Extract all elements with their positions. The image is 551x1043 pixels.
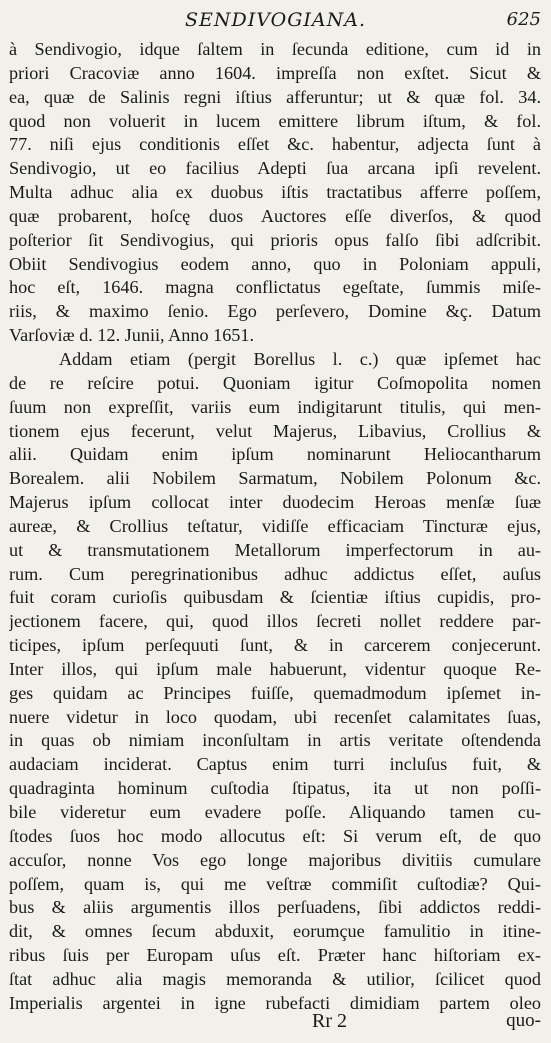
- text-line: bus & aliis argumentis illos perſuadens, ſibi addictos reddi-: [9, 897, 541, 918]
- text-line: fuit coram curioſis quibusdam & ſcientiæ iſtius cupidis, pro-: [9, 587, 541, 608]
- text-line: priori Cracoviæ anno 1604. impreſſa non exſtet. Sicut &: [9, 62, 541, 83]
- catchword: quo-: [506, 1010, 541, 1031]
- text-line: Borealem. alii Nobilem Sarmatum, Nobilem Polonum &c.: [9, 468, 541, 489]
- text-line: nuere videtur in loco quodam, ubi recenſet calamitates ſuas,: [9, 706, 541, 727]
- text-line: poſſem, quam is, qui me veſtræ commiſit cuſtodiæ? Qui-: [9, 873, 541, 894]
- text-line: ſtat adhuc alia magis memoranda & utilior, ſcilicet quod: [9, 968, 541, 989]
- paragraph-start-line: Addam etiam (pergit Borellus l. c.) quæ ipſemet hac: [59, 348, 541, 369]
- text-line: Varſoviæ d. 12. Junii, Anno 1651.: [9, 325, 255, 346]
- text-line: in quas ob nimiam inconſultam in artis veritate oſtendenda: [9, 730, 541, 751]
- text-line: ſtodes ſuos hoc modo allocutus eſt: Si verum eſt, de quo: [9, 825, 541, 846]
- text-line: audaciam inciderat. Captus enim turri incluſus fuit, &: [9, 754, 541, 775]
- text-line: quadraginta hominum cuſtodia ſtipatus, ita ut non poſſi-: [9, 778, 541, 799]
- text-line: tionem ejus fecerunt, velut Majerus, Libavius, Crollius &: [9, 420, 541, 441]
- page-header: [8, 6, 543, 36]
- text-line: ges quidam ac Principes fuiſſe, quemadmodum ipſemet in-: [9, 682, 541, 703]
- text-line: dit, & omnes ſecum abduxit, eorumçue famulitio in itine-: [9, 921, 541, 942]
- running-head: SENDIVOGIANA.: [184, 9, 366, 31]
- text-line: Majerus ipſum collocat inter duodecim Heroas menſæ ſuæ: [9, 492, 541, 513]
- text-line: Imperialis argentei in igne rubefacti dimidiam partem oleo: [9, 992, 541, 1013]
- body-text: [9, 38, 541, 1016]
- text-line: quæ probarent, hoſcę duos Auctores eſſe diverſos, & quod: [9, 205, 541, 226]
- text-line: riis, & maximo ſenio. Ego perſevero, Domine &ç. Datum: [9, 301, 541, 322]
- text-line: ribus ſuis per Europam uſus eſt. Præter hanc hiſtoriam ex-: [9, 945, 541, 966]
- text-line: ticipes, ipſum perſequuti ſunt, & in carcerem conjecerunt.: [9, 635, 541, 656]
- text-line: 77. niſi ejus conditionis eſſet &c. habentur, adjecta ſunt à: [9, 134, 541, 155]
- text-line: jectionem facere, qui, quod illos ſecreti nollet reddere par-: [9, 611, 541, 632]
- page-footer: [0, 1010, 551, 1040]
- text-line: hoc eſt, 1646. magna conflictatus egeſtate, ſummis miſe-: [9, 277, 541, 298]
- text-line: ut & transmutationem Metallorum imperfectorum in au-: [9, 539, 541, 560]
- text-line: accuſor, nonne Vos ego longe majoribus divitiis cumulare: [9, 849, 541, 870]
- text-line: ſuum non expreſſit, variis eum indigitarunt titulis, qui men-: [9, 396, 541, 417]
- text-line: Inter illos, qui ipſum male habuerunt, videntur quoque Re-: [9, 658, 541, 679]
- text-line: rum. Cum peregrinationibus adhuc addictus eſſet, auſus: [9, 563, 541, 584]
- text-line: poſterior ſit Sendivogius, qui prioris opus falſo ſibi adſcribit.: [9, 229, 541, 250]
- page-number: 625: [506, 9, 541, 30]
- text-line: aureæ, & Crollius teſtatur, vidiſſe efficaciam Tincturæ ejus,: [9, 515, 541, 536]
- text-line: Sendivogio, ut eo facilius Adepti ſua arcana ipſi revelent.: [9, 158, 541, 179]
- text-line: alii. Quidam enim ipſum nominarunt Heliocantharum: [9, 444, 541, 465]
- text-line: de re reſcire potui. Quoniam igitur Coſmopolita nomen: [9, 372, 541, 393]
- text-line: bile videretur eum evadere poſſe. Aliquando tamen cu-: [9, 802, 541, 822]
- text-line: quod non voluerit in lucem emittere librum iſtum, & fol.: [9, 110, 541, 131]
- signature-mark: Rr 2: [312, 1010, 347, 1032]
- text-line: ea, quæ de Salinis regni iſtius afferuntur; ut & quæ fol. 34.: [9, 86, 541, 107]
- text-line: Obiit Sendivogius eodem anno, quo in Poloniam appuli,: [9, 253, 541, 274]
- text-line: Multa adhuc alia ex duobus iſtis tractatibus afferre poſſem,: [9, 182, 541, 203]
- text-line: à Sendivogio, idque ſaltem in ſecunda editione, cum id in: [9, 39, 541, 59]
